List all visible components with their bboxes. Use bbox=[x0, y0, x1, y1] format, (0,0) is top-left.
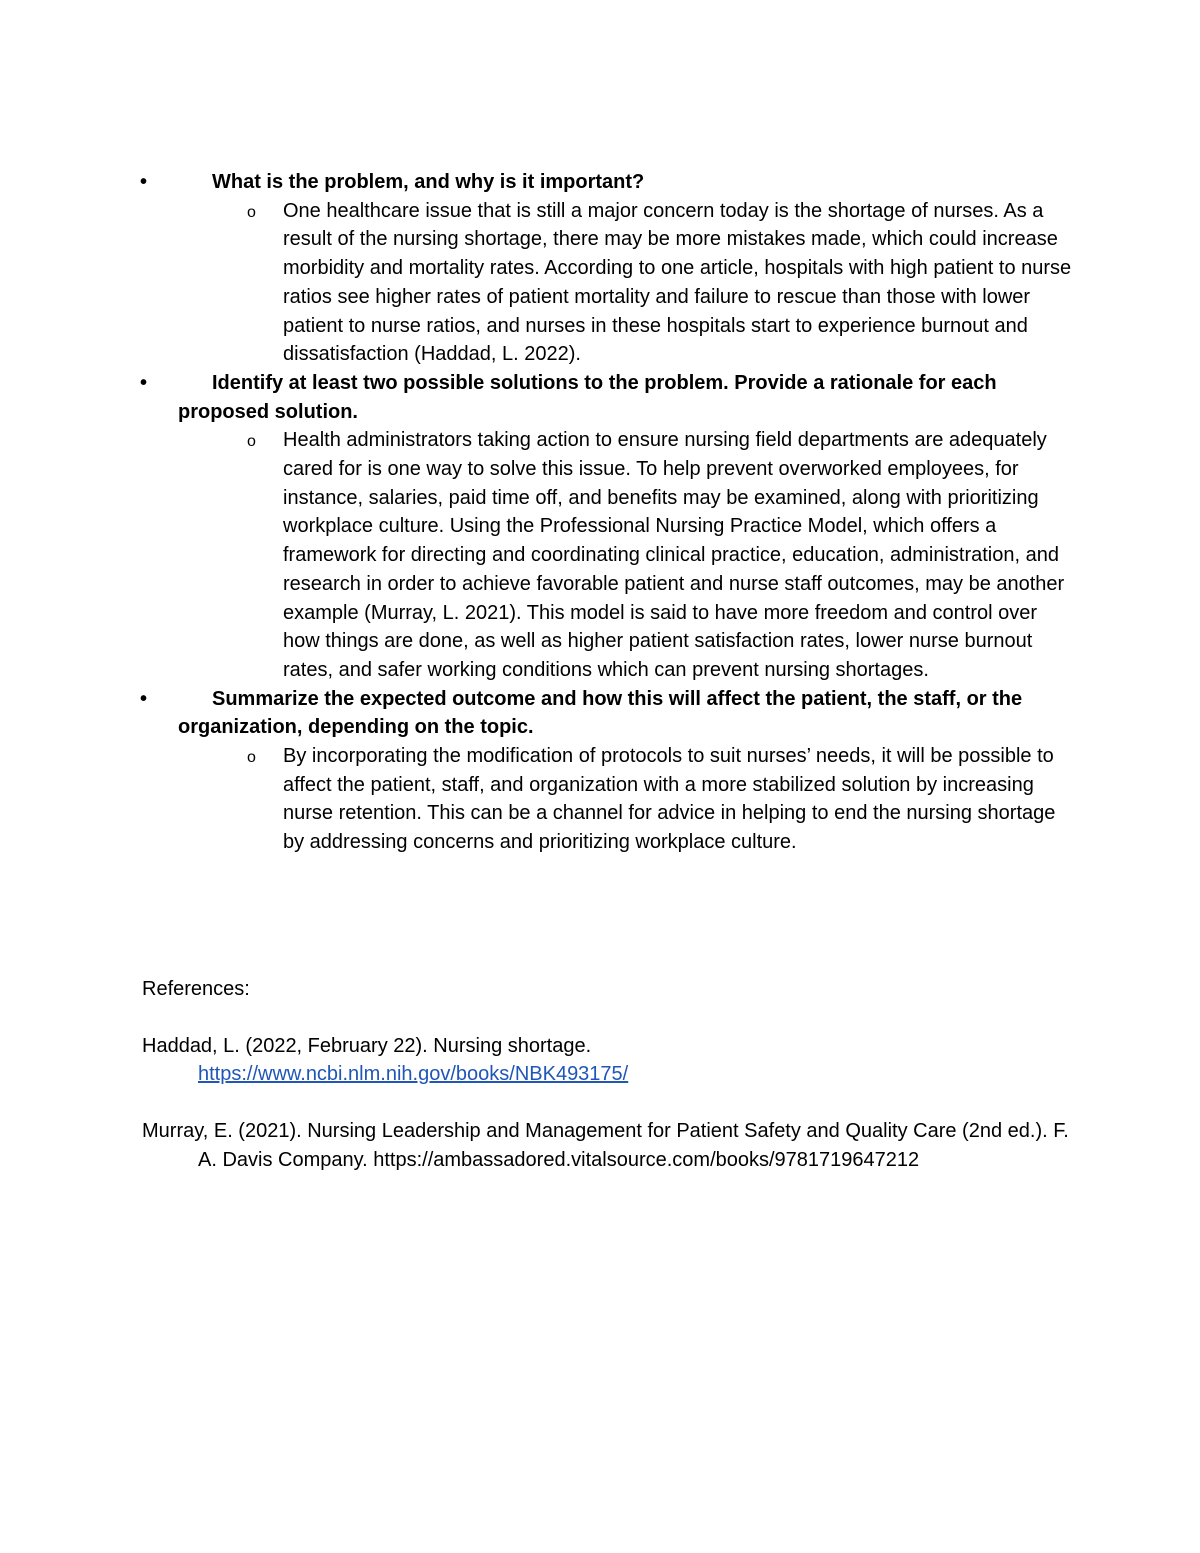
answer-3 bbox=[247, 742, 1073, 857]
reference-1-link[interactable]: https://www.ncbi.nlm.nih.gov/books/NBK493175/ bbox=[198, 1063, 629, 1086]
reference-entry-murray bbox=[142, 1117, 1082, 1174]
question-3-text: Summarize the expected outcome and how this will affect the patient, the staff, or the organization, depending on the topic. bbox=[178, 687, 1023, 739]
bullet-icon: • bbox=[140, 171, 148, 193]
question-3 bbox=[140, 685, 1058, 742]
bullet-icon: • bbox=[140, 687, 148, 710]
reference-entry-haddad bbox=[142, 1032, 1082, 1089]
reference-2-text: Murray, E. (2021). Nursing Leadership and Management for Patient Safety and Quality Care (2nd ed.). F. A. Davis Company. https://ambassadored.vitalsource.com/books/9781719647212 bbox=[142, 1120, 1069, 1171]
reference-1-text: Haddad, L. (2022, February 22). Nursing shortage. bbox=[142, 1034, 592, 1057]
answer-1-text: One healthcare issue that is still a major concern today is the shortage of nurses. As a result of the nursing shortage, there may be more mistakes made, which could increase morbidity and mortality rates. According to one article, hospitals with high patient to nurse ratios see higher rates of patient mortality and failure to rescue than those with lower patient to nurse ratios, and nurses in these hospitals start to experience burnout and dissatisfaction (Haddad, L. 2022). bbox=[283, 199, 1072, 366]
question-2-text: Identify at least two possible solutions to the problem. Provide a rationale for each proposed solution. bbox=[178, 371, 997, 423]
answer-2-text: Health administrators taking action to ensure nursing field departments are adequately cared for is one way to solve this issue. To help prevent overworked employees, for instance, salaries, paid time off, and benefits may be examined, along with prioritizing workplace culture. Using the Professional Nursing Practice Model, which offers a framework for directing and coordinating clinical practice, education, administration, and research in order to achieve favorable patient and nurse staff outcomes, may be another example (Murray, L. 2021). This model is said to have more freedom and control over how things are done, as well as higher patient satisfaction rates, lower nurse burnout rates, and safer working conditions which can prevent nursing shortages. bbox=[283, 429, 1065, 681]
question-1 bbox=[140, 168, 1058, 197]
bullet-icon: • bbox=[140, 371, 148, 394]
question-list bbox=[0, 168, 1200, 857]
sub-bullet-icon: o bbox=[247, 749, 256, 767]
question-2 bbox=[140, 369, 1058, 426]
question-1-text: What is the problem, and why is it important? bbox=[212, 171, 645, 193]
answer-3-text: By incorporating the modification of protocols to suit nurses’ needs, it will be possible to affect the patient, staff, and organization with a more stabilized solution by increasing nurse retention. This can be a channel for advice in helping to end the nursing shortage by addressing concerns and prioritizing workplace culture. bbox=[283, 745, 1056, 854]
sub-bullet-icon: o bbox=[247, 203, 256, 221]
references-section bbox=[142, 975, 1082, 1203]
answer-2 bbox=[247, 426, 1073, 684]
references-heading: References: bbox=[142, 978, 250, 1000]
answer-1 bbox=[247, 197, 1073, 369]
sub-bullet-icon: o bbox=[247, 433, 256, 451]
